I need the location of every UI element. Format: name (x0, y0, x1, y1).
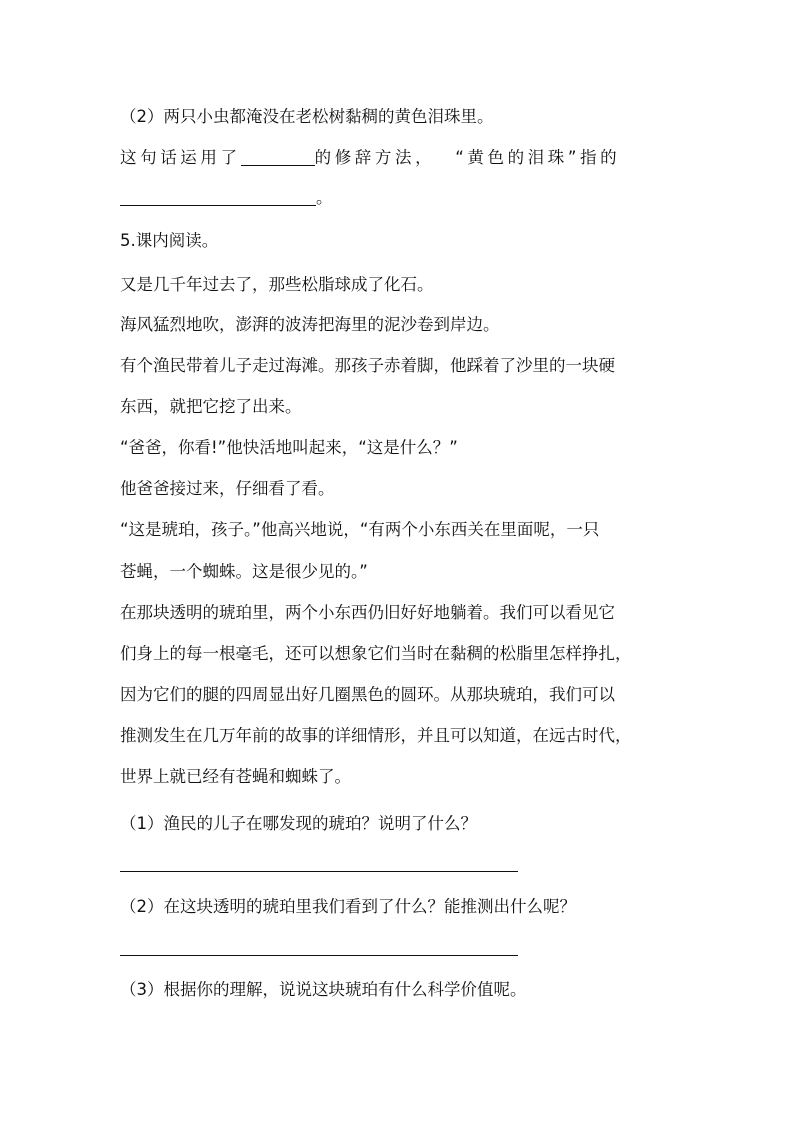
passage-line: 推测发生在几万年前的故事的详细情形，并且可以知道，在远古时代， (120, 726, 632, 745)
q4-item2-question-part1: 这句话运用了 (120, 148, 241, 167)
passage-line: 苍蝇，一个蜘蛛。这是很少见的。” (120, 562, 368, 581)
q5-answer-line-2[interactable] (120, 955, 518, 956)
end-punct: 。 (316, 188, 333, 207)
passage-line: 海风猛烈地吹，澎湃的波涛把海里的泥沙卷到岸边。 (120, 315, 500, 334)
passage-line: 他爸爸接过来，仔细看了看。 (120, 479, 335, 498)
passage-line: 们身上的每一根毫毛，还可以想象它们当时在黏稠的松脂里怎样挣扎， (120, 644, 632, 663)
passage-line: 东西，就把它挖了出来。 (120, 397, 302, 416)
q4-item2-question-part3: “黄色的泪珠”指的 (455, 148, 621, 167)
q4-item2-question (120, 147, 680, 169)
q5-heading: 5.课内阅读。 (120, 231, 219, 250)
q4-item2-answer-row (120, 187, 680, 209)
q5-answer-line-1[interactable] (120, 871, 518, 872)
q4-item2-question-part2: 的修辞方法， (314, 148, 436, 167)
passage-line: 在那块透明的琥珀里，两个小东西仍旧好好地躺着。我们可以看见它 (120, 603, 615, 622)
q5-question-2: （2）在这块透明的琥珀里我们看到了什么？能推测出什么呢？ (120, 897, 576, 916)
rhetoric-blank[interactable] (241, 149, 315, 166)
passage-line: 世界上就已经有苍蝇和蜘蛛了。 (120, 767, 351, 786)
passage-line: “这是琥珀，孩子。”他高兴地说，“有两个小东西关在里面呢，一只 (120, 520, 600, 539)
q4-item2-sentence: （2）两只小虫都淹没在老松树黏稠的黄色泪珠里。 (120, 107, 494, 126)
passage-line: 因为它们的腿的四周显出好几圈黑色的圆环。从那块琥珀，我们可以 (120, 685, 615, 704)
passage-line: “爸爸，你看!”他快活地叫起来，“这是什么？” (120, 438, 458, 457)
passage-line: 有个渔民带着儿子走过海滩。那孩子赤着脚，他踩着了沙里的一块硬 (120, 356, 615, 375)
q5-question-1: （1）渔民的儿子在哪发现的琥珀？说明了什么？ (120, 814, 477, 833)
yellow-tears-blank[interactable] (120, 189, 316, 206)
q5-question-3: （3）根据你的理解，说说这块琥珀有什么科学价值呢。 (120, 980, 527, 999)
passage-line: 又是几千年过去了，那些松脂球成了化石。 (120, 275, 434, 294)
